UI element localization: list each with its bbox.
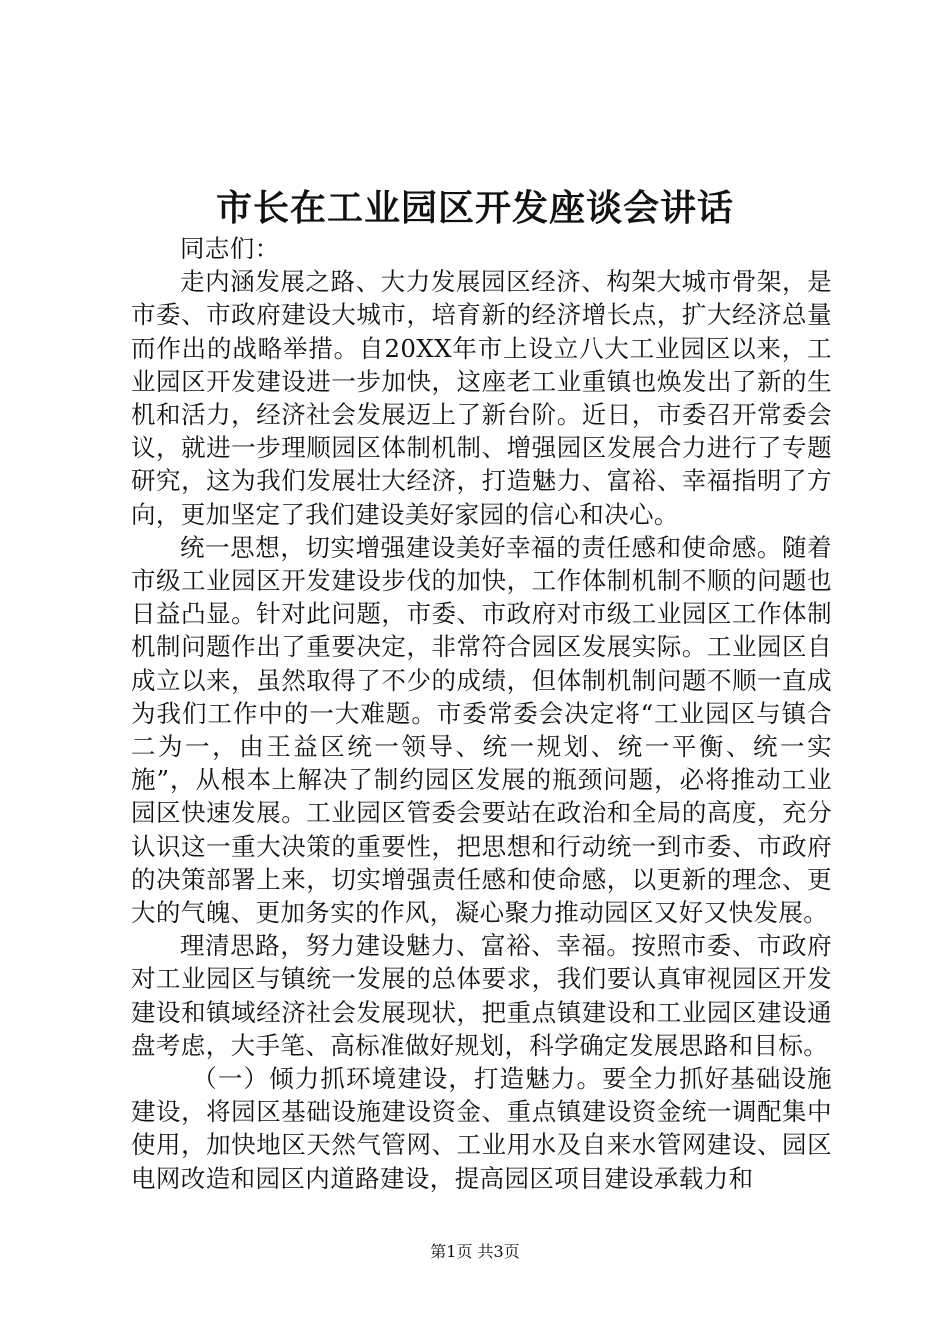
page-number-footer: 第1页 共3页	[430, 1242, 520, 1261]
body-paragraph: 统一思想，切实增强建设美好幸福的责任感和使命感。随着市级工业园区开发建设步伐的加快，工作体制机制不顺的问题也日益凸显。针对此问题，市委、市政府对市级工业园区工作体制机制问题作出了重要决定，非常符合园区发展实际。工业园区自成立以来，虽然取得了不少的成绩，但体制机制问题不顺一直成为我们工作中的一大难题。市委常委会决定将“工业园区与镇合二为一，由王益区统一领导、统一规划、统一平衡、统一实施”，从根本上解决了制约园区发展的瓶颈问题，必将推动工业园区快速发展。工业园区管委会要站在政治和全局的高度，充分认识这一重大决策的重要性，把思想和行动统一到市委、市政府的决策部署上来，切实增强责任感和使命感，以更新的理念、更大的气魄、更加务实的作风，凝心聚力推动园区又好又快发展。	[131, 532, 832, 928]
body-paragraph: 理清思路，努力建设魅力、富裕、幸福。按照市委、市政府对工业园区与镇统一发展的总体要求，我们要认真审视园区开发建设和镇域经济社会发展现状，把重点镇建设和工业园区建设通盘考虑，大手笔、高标准做好规划，科学确定发展思路和目标。	[131, 931, 832, 1060]
salutation-paragraph: 同志们：	[180, 234, 280, 263]
body-paragraph: 走内涵发展之路、大力发展园区经济、构架大城市骨架，是市委、市政府建设大城市，培育新的经济增长点，扩大经济总量而作出的战略举措。自20XX年市上设立八大工业园区以来，工业园区开发建设进一步加快，这座老工业重镇也焕发出了新的生机和活力，经济社会发展迈上了新台阶。近日，市委召开常委会议，就进一步理顺园区体制机制、增强园区发展合力进行了专题研究，这为我们发展壮大经济，打造魅力、富裕、幸福指明了方向，更加坚定了我们建设美好家园的信心和决心。	[131, 267, 832, 529]
body-paragraph: （一）倾力抓环境建设，打造魅力。要全力抓好基础设施建设，将园区基础设施建设资金、重点镇建设资金统一调配集中使用，加快地区天然气管网、工业用水及自来水管网建设、园区电网改造和园区内道路建设，提高园区项目建设承载力和	[131, 1064, 832, 1193]
document-body	[131, 232, 832, 1195]
document-title: 市长在工业园区开发座谈会讲话	[215, 187, 734, 229]
